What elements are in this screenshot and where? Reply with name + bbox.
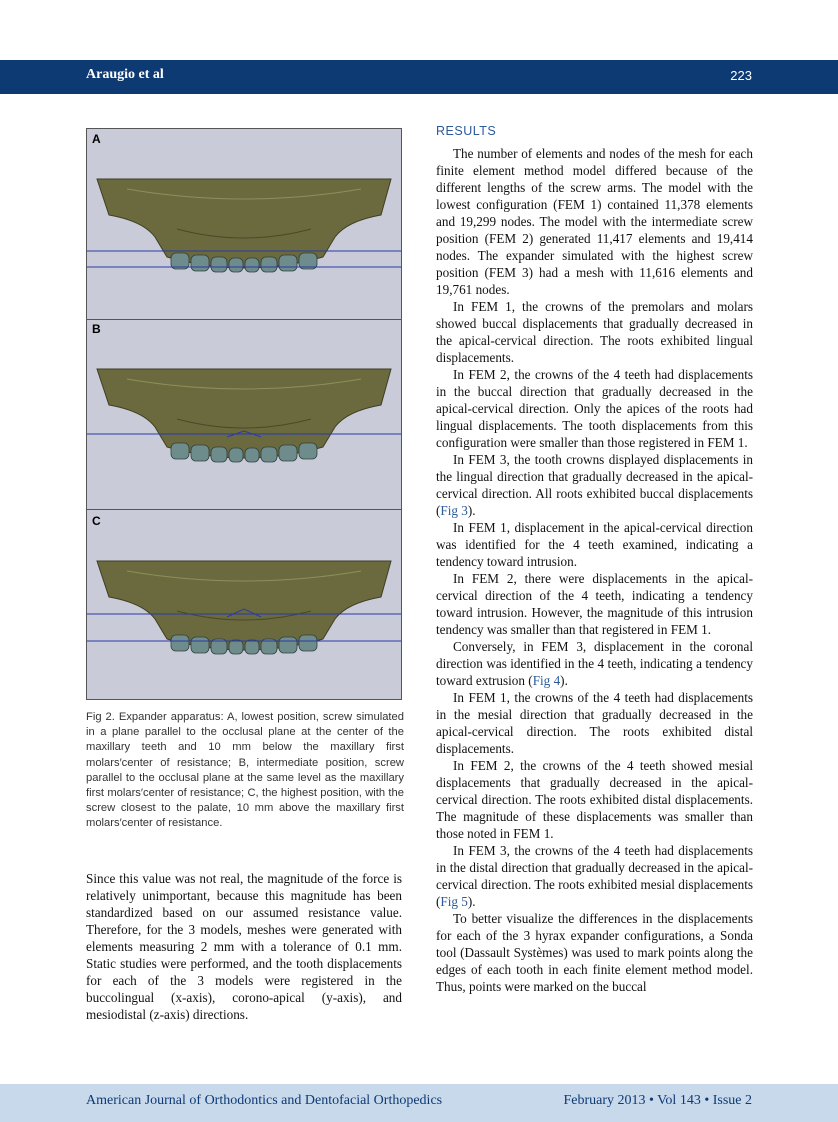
results-paragraph-7	[436, 638, 753, 689]
section-heading: RESULTS	[436, 124, 497, 138]
figure-2	[86, 128, 402, 700]
results-section	[436, 124, 753, 995]
results-paragraph-9: In FEM 2, the crowns of the 4 teeth showed mesial displacements that gradually decreased in the apical-cervical direction. The roots exhibited distal displacements. The magnitude of these displacements was smaller than those noted in FEM 1.	[436, 758, 753, 841]
running-footer	[0, 1084, 838, 1122]
results-paragraph-6: In FEM 2, there were displacements in the apical-cervical direction of the 4 teeth, indicating a tendency toward intrusion. However, the magnitude of this intrusion tendency was smaller than that registered in FEM 1.	[436, 571, 753, 637]
results-paragraph-10-end: ).	[467, 894, 476, 909]
panel-label-a: A	[92, 132, 101, 146]
maxilla-model-image-a	[87, 129, 401, 319]
results-paragraph-2: In FEM 1, the crowns of the premolars and molars showed buccal displacements that gradually decreased in the apical-cervical direction. The roots exhibited lingual displacements.	[436, 299, 753, 365]
body-paragraph-left: Since this value was not real, the magnitude of the force is relatively unimportant, because this magnitude has been standardized based on our assumed resistance value. Therefore, for the 3 models, meshes were generated with elements measuring 2 mm with a tolerance of 0.1 mm. Static studies were performed, and the tooth displacements for each of the 3 models were registered in the buccolingual (x-axis), corono-apical (y-axis), and mesiodistal (z-axis) directions.	[86, 871, 402, 1022]
maxilla-model-image-b	[87, 319, 401, 511]
journal-name: American Journal of Orthodontics and Dentofacial Orthopedics	[86, 1093, 443, 1108]
figure-panel-a	[87, 129, 401, 320]
figure-caption: Fig 2. Expander apparatus: A, lowest position, screw simulated in a plane parallel to the occlusal plane at the center of the maxillary teeth and 10 mm below the maxillary first molars′center of resistance; B, intermediate position, screw parallel to the occlusal plane at the same level as the maxillary first molars′center of resistance; C, the highest position, with the screw closest to the palate, 10 mm above the maxillary first molars′center of resistance.	[86, 711, 404, 830]
results-paragraph-4	[436, 451, 753, 519]
results-paragraph-4-text: In FEM 3, the tooth crowns displayed displacements in the lingual direction that gradually decreased in the apical-cervical direction. All roots exhibited buccal displacements (	[436, 452, 753, 518]
fig-5-link[interactable]: Fig 5	[440, 894, 468, 909]
issue-info: February 2013 • Vol 143 • Issue 2	[563, 1093, 752, 1108]
figure-panel-c	[87, 511, 401, 701]
results-paragraph-3: In FEM 2, the crowns of the 4 teeth had displacements in the buccal direction that gradually decreased in the apical-cervical direction. Only the apices of the roots had lingual displacements. The tooth displacements from this configuration were smaller than those registered in FEM 1.	[436, 367, 753, 450]
results-paragraph-4-end: ).	[467, 503, 476, 518]
results-paragraph-1: The number of elements and nodes of the mesh for each finite element method model differed because of the different lengths of the screw arms. The model with the lowest configuration (FEM 1) contained 11,378 elements and 19,299 nodes. The model with the intermediate screw position (FEM 2) generated 11,417 elements and 19,414 nodes. The expander simulated with the highest screw position (FEM 3) had a mesh with 11,616 elements and 19,761 nodes.	[436, 146, 753, 297]
panel-label-c: C	[92, 514, 101, 528]
results-paragraph-10	[436, 842, 753, 910]
results-paragraph-7-text: Conversely, in FEM 3, displacement in the coronal direction was identified in the 4 teeth, indicating a tendency toward extrusion (	[436, 639, 753, 688]
fig-4-link[interactable]: Fig 4	[532, 673, 561, 688]
panel-label-b: B	[92, 322, 101, 336]
running-author: Araugio et al	[86, 67, 164, 82]
figure-panel-b	[87, 319, 401, 510]
results-paragraph-8: In FEM 1, the crowns of the 4 teeth had displacements in the mesial direction that gradually decreased in the apical-cervical direction. The roots exhibited distal displacements.	[436, 690, 753, 756]
results-paragraph-10-text: In FEM 3, the crowns of the 4 teeth had displacements in the distal direction that gradually decreased in the apical-cervical direction. The roots exhibited mesial displacements (	[436, 843, 753, 909]
results-paragraph-5: In FEM 1, displacement in the apical-cervical direction was identified for the 4 teeth examined, indicating a tendency toward intrusion.	[436, 520, 753, 569]
results-paragraph-7-end: ).	[560, 673, 568, 688]
running-header	[0, 60, 838, 94]
fig-3-link[interactable]: Fig 3	[440, 503, 468, 518]
page-number: 223	[730, 68, 752, 83]
results-paragraph-11: To better visualize the differences in the displacements for each of the 3 hyrax expander configurations, a Sonda tool (Dassault Systèmes) was used to mark points along the edges of each tooth in each finite element method model. Thus, points were marked on the buccal	[436, 911, 753, 994]
maxilla-model-image-c	[87, 511, 401, 699]
